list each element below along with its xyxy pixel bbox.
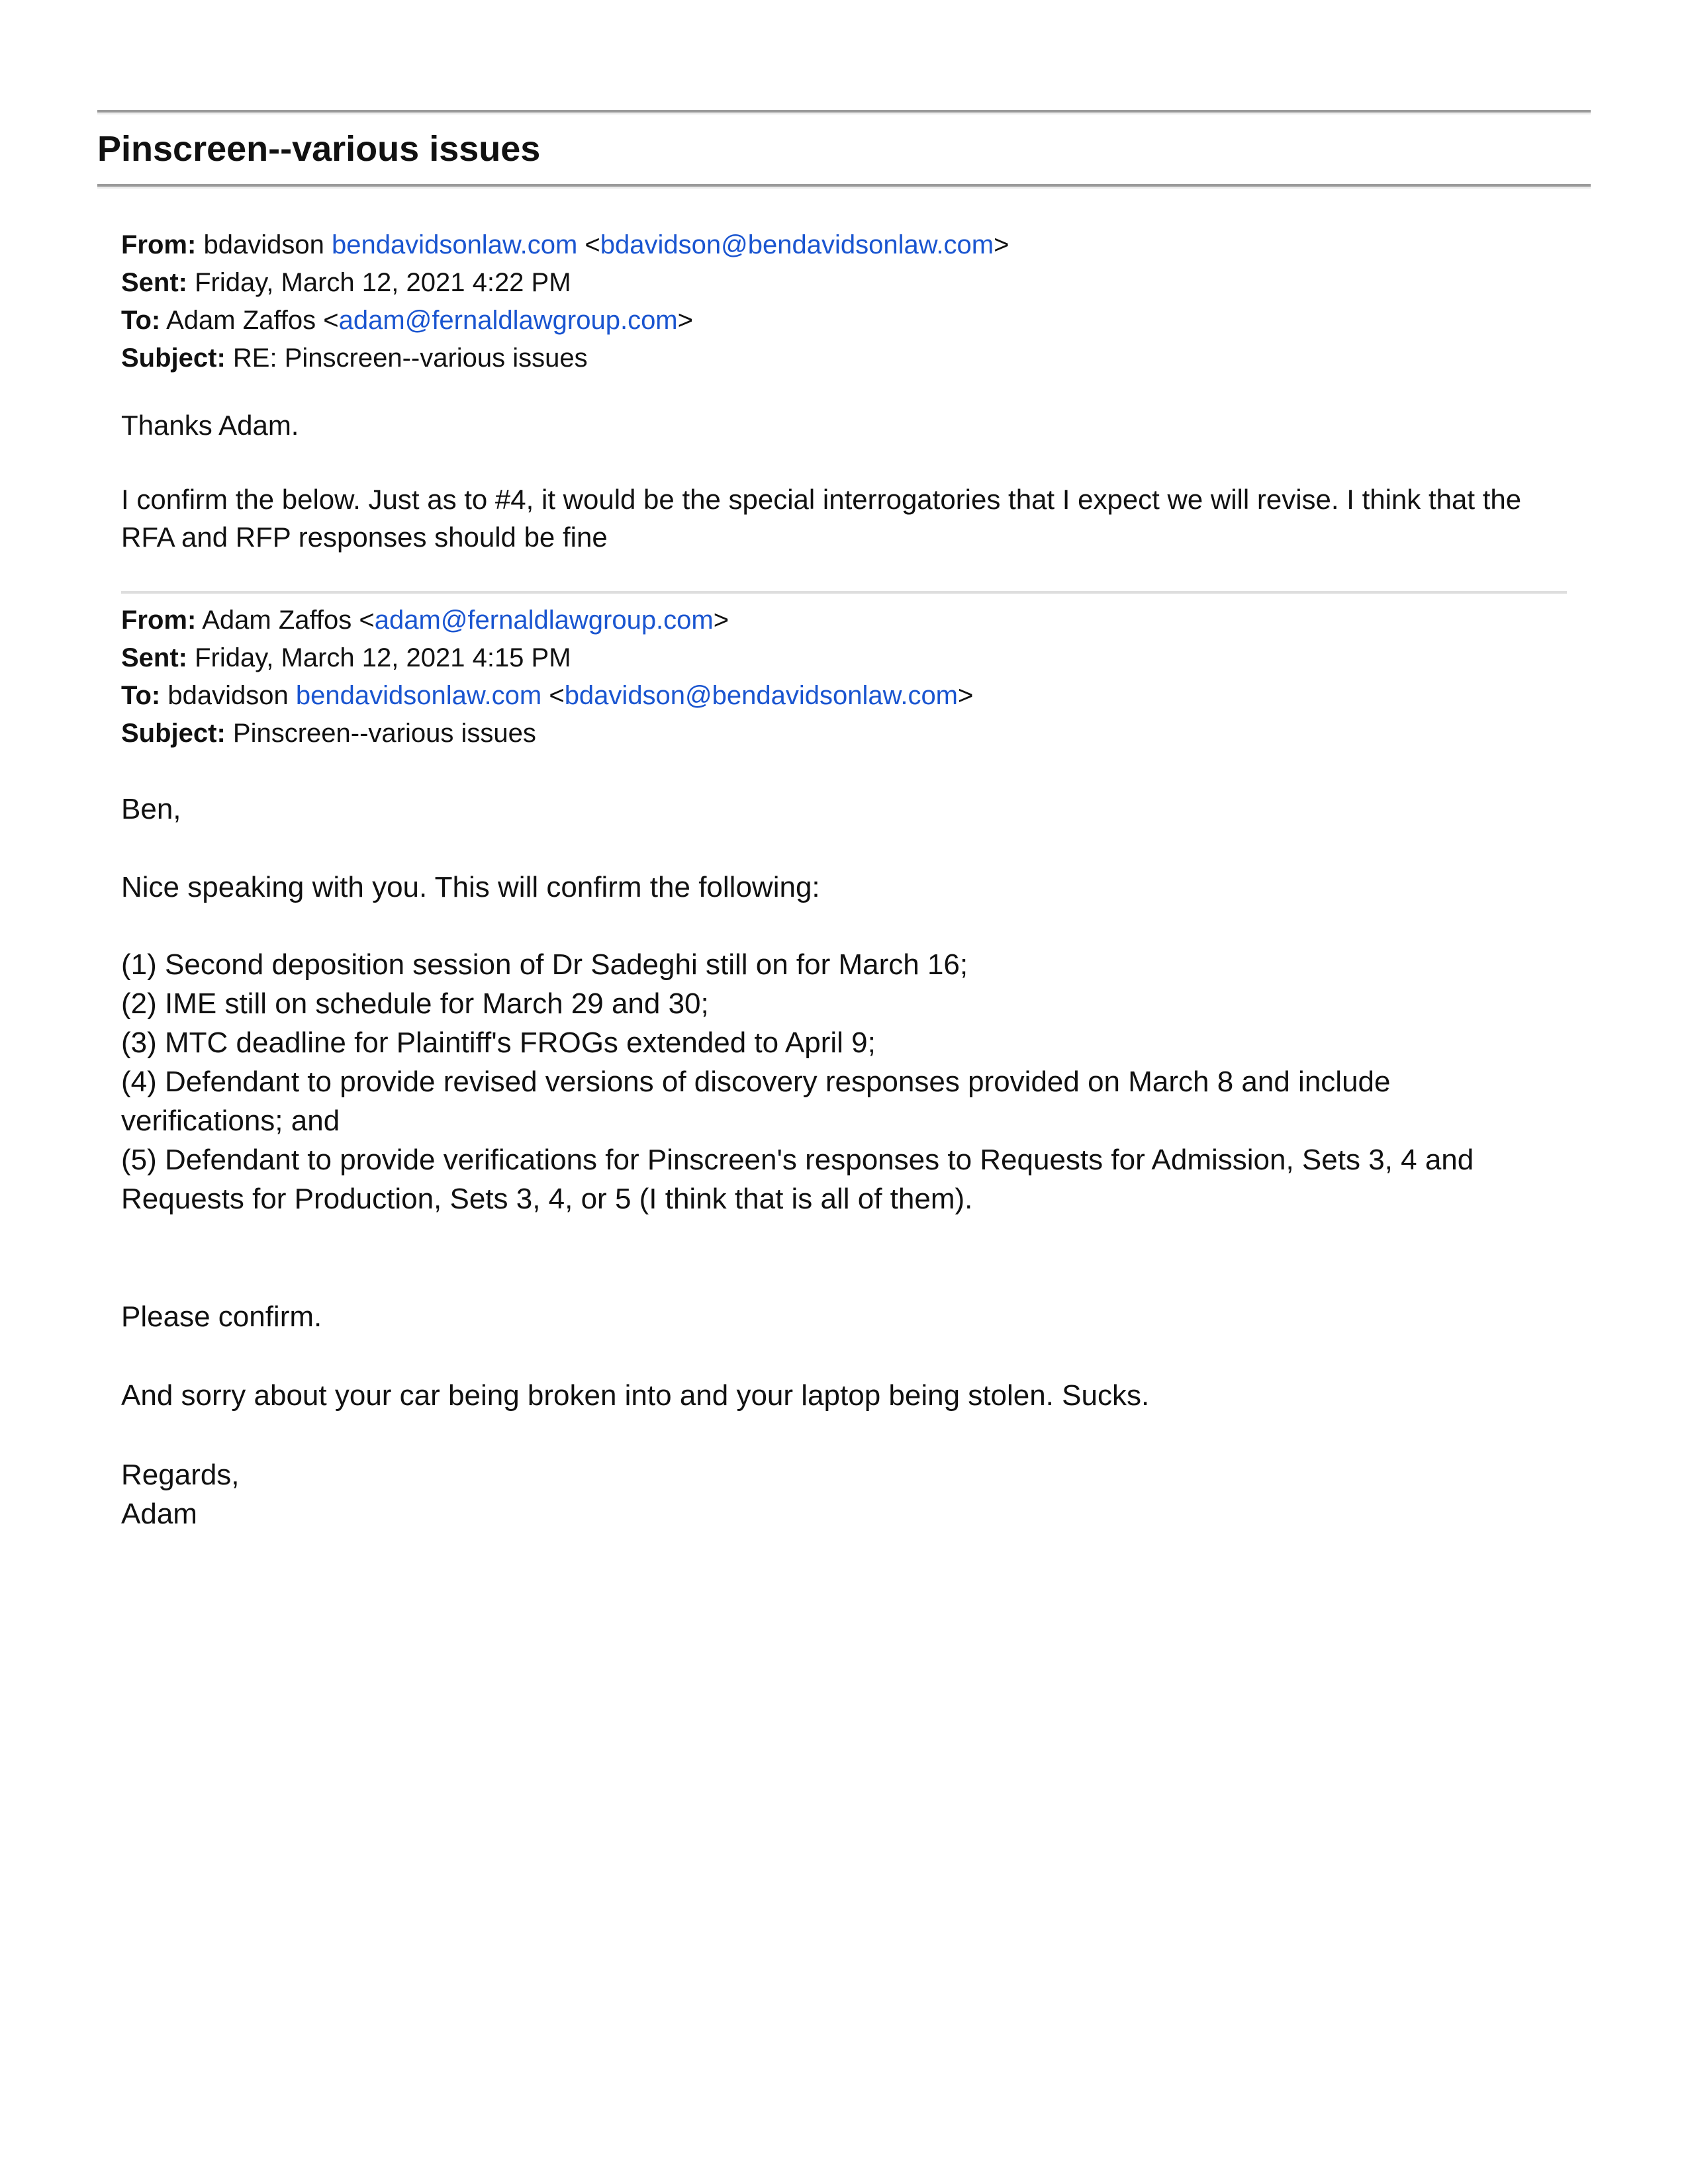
sorry-note: And sorry about your car being broken into and your laptop being stolen. Sucks. [121,1379,1150,1412]
to-line: To: Adam Zaffos <adam@fernaldlawgroup.com> [121,306,693,335]
confirmation-list [121,945,1474,1218]
to-line: To: bdavidson bendavidsonlaw.com <bdavidson@bendavidsonlaw.com> [121,681,974,710]
page-title: Pinscreen--various issues [97,129,541,169]
list-line: Requests for Production, Sets 3, 4, or 5 (I think that is all of them). [121,1183,973,1215]
from-email-link[interactable]: adam@fernaldlawgroup.com [374,606,714,635]
message-2-header [121,602,973,752]
to-domain-link[interactable]: bendavidsonlaw.com [295,681,542,710]
message-1-header [121,226,1009,377]
to-email-link[interactable]: bdavidson@bendavidsonlaw.com [564,681,959,710]
list-line: (5) Defendant to provide verifications for Pinscreen's responses to Requests for Admission, Sets 3, 4 and [121,1144,1474,1176]
from-email-link[interactable]: bdavidson@bendavidsonlaw.com [600,230,994,259]
from-line: From: Adam Zaffos <adam@fernaldlawgroup.com> [121,606,729,635]
from-name: bdavidson [203,230,324,259]
sent-line: Sent: Friday, March 12, 2021 4:15 PM [121,643,571,672]
list-line: verifications; and [121,1105,340,1137]
list-line: (1) Second deposition session of Dr Sadeghi still on for March 16; [121,948,968,981]
message-2-greeting: Ben, [121,793,181,825]
from-line: From: bdavidson bendavidsonlaw.com <bdavidson@bendavidsonlaw.com> [121,230,1009,259]
message-2-intro: Nice speaking with you. This will confirm the following: [121,871,820,903]
to-email-link[interactable]: adam@fernaldlawgroup.com [338,306,678,335]
list-line: (3) MTC deadline for Plaintiff's FROGs extended to April 9; [121,1026,876,1059]
list-line: (4) Defendant to provide revised versions of discovery responses provided on March 8 and include [121,1066,1391,1098]
title-bottom-rule [97,184,1591,189]
message-1-paragraph: I confirm the below. Just as to #4, it would be the special interrogatories that I expect we will revise. I think that the RFA and RFP responses should be fine [121,484,1522,553]
please-confirm: Please confirm. [121,1300,322,1333]
subject-line: Subject: RE: Pinscreen--various issues [121,343,588,373]
sent-line: Sent: Friday, March 12, 2021 4:22 PM [121,268,571,297]
signature: Adam [121,1498,197,1530]
from-domain-link[interactable]: bendavidsonlaw.com [331,230,578,259]
signoff: Regards, Adam [121,1455,240,1533]
list-line: (2) IME still on schedule for March 29 and 30; [121,987,709,1020]
message-1-greeting: Thanks Adam. [121,410,299,441]
message-divider [121,591,1567,594]
subject-line: Subject: Pinscreen--various issues [121,719,536,748]
top-rule [97,110,1591,114]
